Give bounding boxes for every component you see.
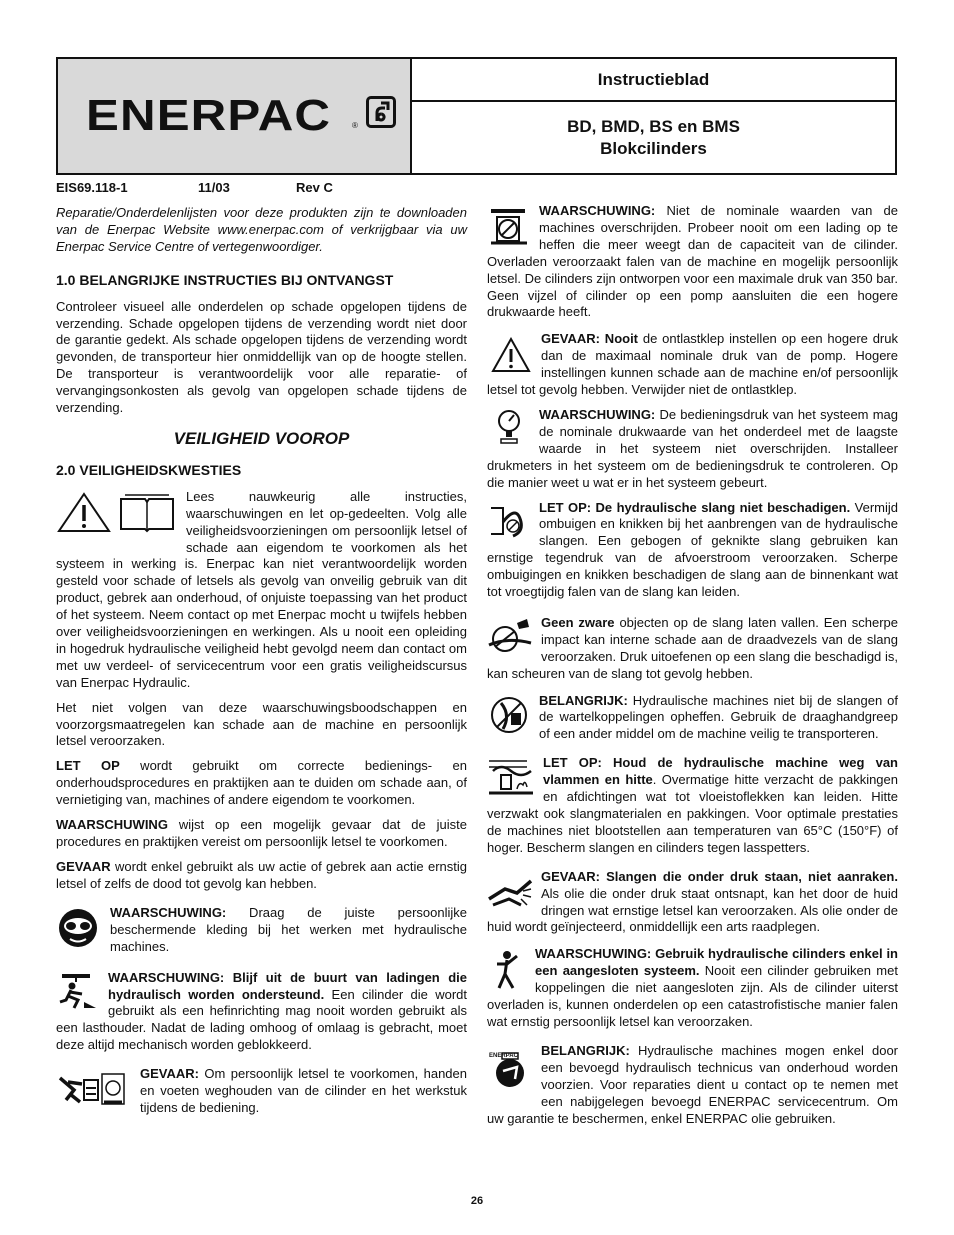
no-lift-by-hose-icon <box>487 695 531 740</box>
logo-panel <box>58 59 412 173</box>
dropped-object-icon <box>487 617 533 660</box>
warning-2-label: WAARSCHUWING: Blijf uit de buurt van ladingen die hydraulisch worden ondersteund. <box>108 969 467 1002</box>
warning-triangle-icon <box>491 337 531 378</box>
doc-revision: Rev C <box>296 180 333 195</box>
hand-crush-icon <box>56 1068 130 1115</box>
doc-title-line1: BD, BMD, BS en BMS <box>567 116 740 136</box>
enerpac-mark-icon <box>366 96 396 128</box>
letop-label: LET OP <box>56 758 120 774</box>
warning-pressure-gauge <box>487 407 898 492</box>
right-3-text: De bedieningsdruk van het systeem mag de nominale drukwaarde van het onderdeel met de laagste waarde in het systeem niet overschrijden. Installeer drukmeters in het systeem om de bedieningsdruk te controleren. Op die manier weet u wat er in het systeem gebeurt. <box>487 406 898 490</box>
doc-number: EIS69.118-1 <box>56 180 128 195</box>
warning-1-label: WAARSCHUWING: <box>110 904 227 920</box>
important-service <box>487 1043 898 1128</box>
right-2-text: de ontlastklep instellen op een hogere druk dan de maximaal nominale druk van de pomp. Hogere instellingen kunnen schade aan de machine en/of persoonlijk letsel tot gevolg hebben. Verwijder niet de ontlastklep. <box>487 331 898 398</box>
caution-heavy-objects <box>487 615 898 683</box>
warning-overload <box>487 203 898 321</box>
doc-title <box>412 102 895 173</box>
left-column <box>56 205 467 1126</box>
section-2-text-2: Het niet volgen van deze waarschuwingsboodschappen en voorzorgsmaatregelen kan schade aan de machine en persoonlijk letsel veroorzaken. <box>56 699 467 749</box>
right-6-label: BELANGRIJK: <box>539 692 628 708</box>
right-10-text: Hydraulische machines mogen enkel door een bevoegd hydraulisch technicus van onderhoud worden voorzien. Voor reparaties dient u contact op te nemen met een nabijgelegen bevoegd ENERPAC servicecentrum. Om uw garantie te beschermen, enkel ENERPAC olie gebruiken. <box>487 1042 898 1126</box>
section-1-text: Controleer visueel alle onderdelen op schade opgelopen tijdens de verzending. Schade opgelopen tijdens de verzending wordt niet door de garantie gedekt. Als schade opgelopen tijdens de verzending wordt gevonden, de transporteur hier onmiddellijk van op de hoogte stellen. De transporteur is verantwoordelijk voor alle reparatie- of vervangingsonkosten als gevolg van opgelopen schade tijdens de verzending. <box>56 298 467 416</box>
person-impact-icon <box>493 950 521 995</box>
falling-load-icon <box>56 972 100 1015</box>
warning-supported-load <box>56 970 467 1055</box>
right-7-label: LET OP: Houd de hydraulische machine weg van vlammen en hitte <box>543 755 898 788</box>
letop-text: wordt gebruikt om correcte bedienings- en onderhoudsprocedures en praktijken aan te duiden om schade aan, of vernietiging van, machines of andere eigendom te voorkomen. <box>56 758 468 808</box>
warning-protective-gear <box>56 905 467 956</box>
doc-date: 11/03 <box>198 180 230 195</box>
right-4-text: Vermijd ombuigen en knikken bij het aanbrengen van de hydraulische slangen. Een gebogen of geknikte slang gebruiken kan ernstige tegendruk van de afvoerstroom veroorzaken. Scherpe ombuigingen en knikken beschadigen de slang aan de binnenkant wat tot vroegtijdig falen van de slang kan leiden. <box>487 499 898 600</box>
right-8-label: GEVAAR: Slangen die onder druk staan, niet aanraken. <box>541 868 898 884</box>
enerpac-service-icon: ENERPAC <box>487 1045 533 1094</box>
warning-label: WAARSCHUWING <box>56 817 168 833</box>
right-8-text: Als olie die onder druk staat ontsnapt, kan het door de huid dringen wat ernstige letsel kan veroorzaken. Als olie onder de huid wordt geïnjecteerd, onmiddellijk een arts raadplegen. <box>487 885 898 935</box>
warning-text: wijst op een mogelijk gevaar dat de juiste procedures en praktijken vereist om persoonlijk letsel te voorkomen. <box>56 817 467 849</box>
warning-1-text: Draag de juiste persoonlijke beschermende kleding bij het werken met hydraulische machines. <box>110 904 467 954</box>
safety-intro-block <box>56 489 467 692</box>
right-10-label: BELANGRIJK: <box>541 1042 630 1058</box>
caution-hose-damage <box>487 500 898 601</box>
caution-heat <box>487 755 898 856</box>
danger-hands-feet <box>56 1066 467 1117</box>
doc-title-line2: Blokcilinders <box>600 138 707 158</box>
right-column <box>487 203 898 1136</box>
warning-triangle-icon <box>56 491 112 538</box>
right-9-label: WAARSCHUWING: Gebruik hydraulische cilinders enkel in een aangesloten systeem. <box>535 946 898 979</box>
danger-pressurized-hose <box>487 869 898 937</box>
danger-definition <box>56 859 467 893</box>
enerpac-logo: ENERPAC <box>86 91 332 140</box>
danger-1-text: Om persoonlijk letsel te voorkomen, handen en voeten weghouden van de cilinder en het werkstuk tijdens de bediening. <box>140 1066 467 1115</box>
intro-text: Reparatie/Onderdelenlijsten voor deze produkten zijn te downloaden van de Enerpac Website www.enerpac.com of verkrijgbaar via uw Enerpac Service Centre of vertegenwoordiger. <box>56 205 467 254</box>
right-9-text: Nooit een cilinder gebruiken met koppelingen die niet aangesloten zijn. Als de cilinder uiterst overladen is, kunnen onderdelen op een catastrofistische manier falen wat ernstig persoonlijk letsel kan veroorzaken. <box>487 963 898 1029</box>
document-header <box>56 57 897 175</box>
danger-1-label: GEVAAR: <box>140 1066 199 1082</box>
title-panel <box>412 59 895 173</box>
letop-definition <box>56 758 467 809</box>
manual-book-icon <box>118 491 176 538</box>
overload-cylinder-icon <box>487 205 531 250</box>
pressure-gauge-icon <box>495 409 523 450</box>
right-5-label: Geen zware <box>541 614 615 630</box>
safety-title: VEILIGHEID VOOROP <box>173 428 350 448</box>
section-1-heading: 1.0 BELANGRIJKE INSTRUCTIES BIJ ONTVANGST <box>56 271 394 288</box>
page-number: 26 <box>470 1195 484 1207</box>
section-2-text: Lees nauwkeurig alle instructies, waarschuwingen en let op-gedeelten. Volg alle veiligheidsvoorzieningen om persoonlijk letsel of schade aan eigendom te voorkomen als het systeem in werking is. Enerpac kan niet verantwoordelijk worden gesteld voor schade of letsels als gevolg van onveilig gebruik van dit product, gebrek aan onderhoud, of onjuiste toepassing van het product of het systeem. Neem contact op met Enerpac mocht u twijfels hebben over veiligheidsvoorzieningen en werkingen. Als u nooit een opleiding in hogedruk hydraulische veiligheid hebt gevolgd neem dan contact om met uw verdeel- of servicecentrum voor een gratis veiligheidscursus van Enerpac Hydraulic. <box>56 488 467 690</box>
right-6-text: Hydraulische machines niet bij de slangen of de wartelkoppelingen opheffen. Gebruik de draaghandgreep of een ander middel om de machine veilig te transporteren. <box>539 692 898 742</box>
right-4-label: LET OP: De hydraulische slang niet beschadigen. <box>539 499 851 515</box>
section-2-heading: 2.0 VEILIGHEIDSKWESTIES <box>56 461 242 478</box>
right-2-label: GEVAAR: Nooit <box>541 331 639 347</box>
right-5-text: objecten op de slang laten vallen. Een scherpe impact kan interne schade aan de draadvezels van de slang veroorzaken. Druk uitoefenen op een slang die beschadigd is, kan scheuren van de slang tot gevolg hebben. <box>487 614 898 681</box>
doc-type: Instructieblad <box>412 59 895 102</box>
right-3-label: WAARSCHUWING: <box>539 406 656 422</box>
warning-2-text: Een cilinder die wordt gebruikt als een hefinrichting mag nooit worden gebruikt als een lasthouder. Nadat de lading omhoog of omlaag is gebracht, moet deze altijd mechanisch worden geblokkeerd. <box>56 986 467 1053</box>
right-1-label: WAARSCHUWING: <box>539 203 656 218</box>
oil-injection-icon <box>487 877 533 914</box>
registered-mark: ® <box>352 121 358 130</box>
warning-connected-system <box>487 946 898 1031</box>
important-lifting <box>487 693 898 744</box>
protective-mask-icon <box>56 907 100 954</box>
danger-label: GEVAAR <box>56 858 111 874</box>
right-1-text: Niet de nominale waarden van de machines overschrijden. Probeer nooit om een lading op te heffen die meer weegt dan de capaciteit van de cilinder. Overladen veroorzaakt falen van de machine en mogelijk persoonlijk letsel. De cilinders zijn ontworpen voor een maximale druk van 350 bar. Geen vijzel of cilinder op een pomp aansluiten die een hogere drukwaarde heeft. <box>487 203 898 320</box>
danger-text: wordt enkel gebruikt als uw actie of gebrek aan actie ernstig letsel of zelfs de dood tot gevolg kan hebben. <box>56 858 467 891</box>
danger-relief-valve <box>487 331 898 399</box>
kinked-hose-icon <box>487 502 531 545</box>
warning-definition <box>56 817 467 851</box>
heat-flame-icon <box>487 757 535 802</box>
right-7-text: . Overmatige hitte verzacht de pakkingen en afdichtingen wat tot vloeistoflekken kan leiden. Hitte verzwakt ook slangmaterialen en pakkingen. Voor optimale prestaties de machines niet blootstellen aan temperaturen van 65°C (150°F) of hoger. Bescherm slangen en cilinders tegen lasspetters. <box>487 772 899 855</box>
